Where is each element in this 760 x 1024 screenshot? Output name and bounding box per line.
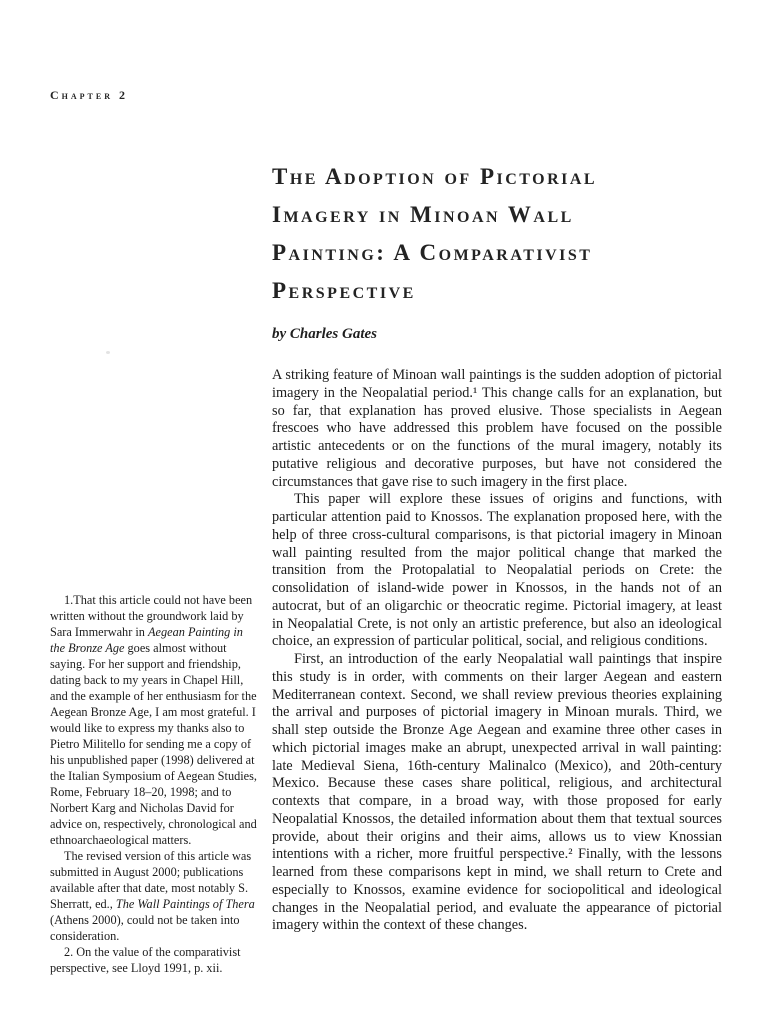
footnote-2: 2. On the value of the comparativist perspective, see Lloyd 1991, p. xii.	[50, 945, 241, 975]
body-paragraph-2: This paper will explore these issues of origins and functions, with particular attention paid to Knossos. The explanation proposed here, with the help of three cross-cultural comparisons, is that pictorial imagery in Minoan wall painting resulted from the major political change that marked the transition from the Protopalatial to Neopalatial periods on Crete: the consolidation of island-wide power in Knossos, in the hands not of an autocrat, but of an oligarchic or theocratic regime. Pictorial imagery, at least in Neopalatial Crete, is not only an artistic preference, but also an ideological choice, an expression of particular political, social, and religious conditions.	[272, 491, 722, 650]
footnote-1: 1.That this article could not have been written without the groundwork laid by Sara Immerwahr in Aegean Painting in the Bronze Age goes almost without saying. For her support and friendship, dating back to my years in Chapel Hill, and the example of her enthusiasm for the Aegean Bronze Age, I am most grateful. I would like to express my thanks also to Pietro Militello for sending me a copy of his unpublished paper (1998) delivered at the Italian Symposium of Aegean Studies, Rome, February 18–20, 1998; and to Norbert Karg and Nicholas David for advice on, respectively, chronological and ethnoarchaeological matters.	[50, 593, 257, 847]
title-line-2: Imagery in Minoan Wall	[272, 202, 574, 227]
title-line-4: Perspective	[272, 278, 416, 303]
body-paragraph-1: A striking feature of Minoan wall paintings is the sudden adoption of pictorial imagery in the Neopalatial period.¹ This change calls for an explanation, but so far, that explanation has proved elusive. Those specialists in Aegean frescoes who have addressed this problem have focused on the possible artistic antecedents or on the functions of the mural imagery, notably its putative religious and decorative purposes, but have not considered the circumstances that gave rise to such imagery in the first place.	[272, 367, 722, 490]
title-line-1: The Adoption of Pictorial	[272, 164, 598, 189]
body-paragraph-3: First, an introduction of the early Neopalatial wall paintings that inspire this study is in order, with comments on their larger Aegean and eastern Mediterranean context. Second, we shall review previous theories explaining the arrival and purposes of pictorial imagery in Minoan murals. Third, we shall step outside the Bronze Age Aegean and examine three other cases in which pictorial images make an abrupt, unexpected arrival in wall painting: late Medieval Siena, 16th-century Malinalco (Mexico), and 20th-century Mexico. Because these cases share political, religious, and architectural contexts that compare, in a broad way, with those proposed for early Neopalatial Knossos, the detailed information about them that textual sources provide, about their origins and their aims, allows us to view Knossian intentions with a richer, more fruitful perspective.² Finally, with the lessons learned from these comparisons kept in mind, we shall return to Crete and especially to Knossos, examine evidence for sociopolitical and ideological changes in the Neopalatial period, and evaluate the appearance of pictorial imagery within the context of these changes.	[272, 651, 722, 934]
byline: by Charles Gates	[272, 326, 377, 342]
chapter-label: Chapter 2	[50, 88, 129, 102]
article-column	[272, 158, 722, 935]
title-line-3: Painting: A Comparativist	[272, 240, 593, 265]
footnote-1-continuation: The revised version of this article was submitted in August 2000; publications available after that date, most notably S. Sherratt, ed., The Wall Paintings of Thera (Athens 2000), could not be taken into consideration.	[50, 849, 255, 943]
article-title	[272, 158, 722, 310]
article-body	[272, 367, 722, 935]
margin-footnotes-column	[50, 592, 258, 976]
scan-artifact	[106, 351, 110, 354]
